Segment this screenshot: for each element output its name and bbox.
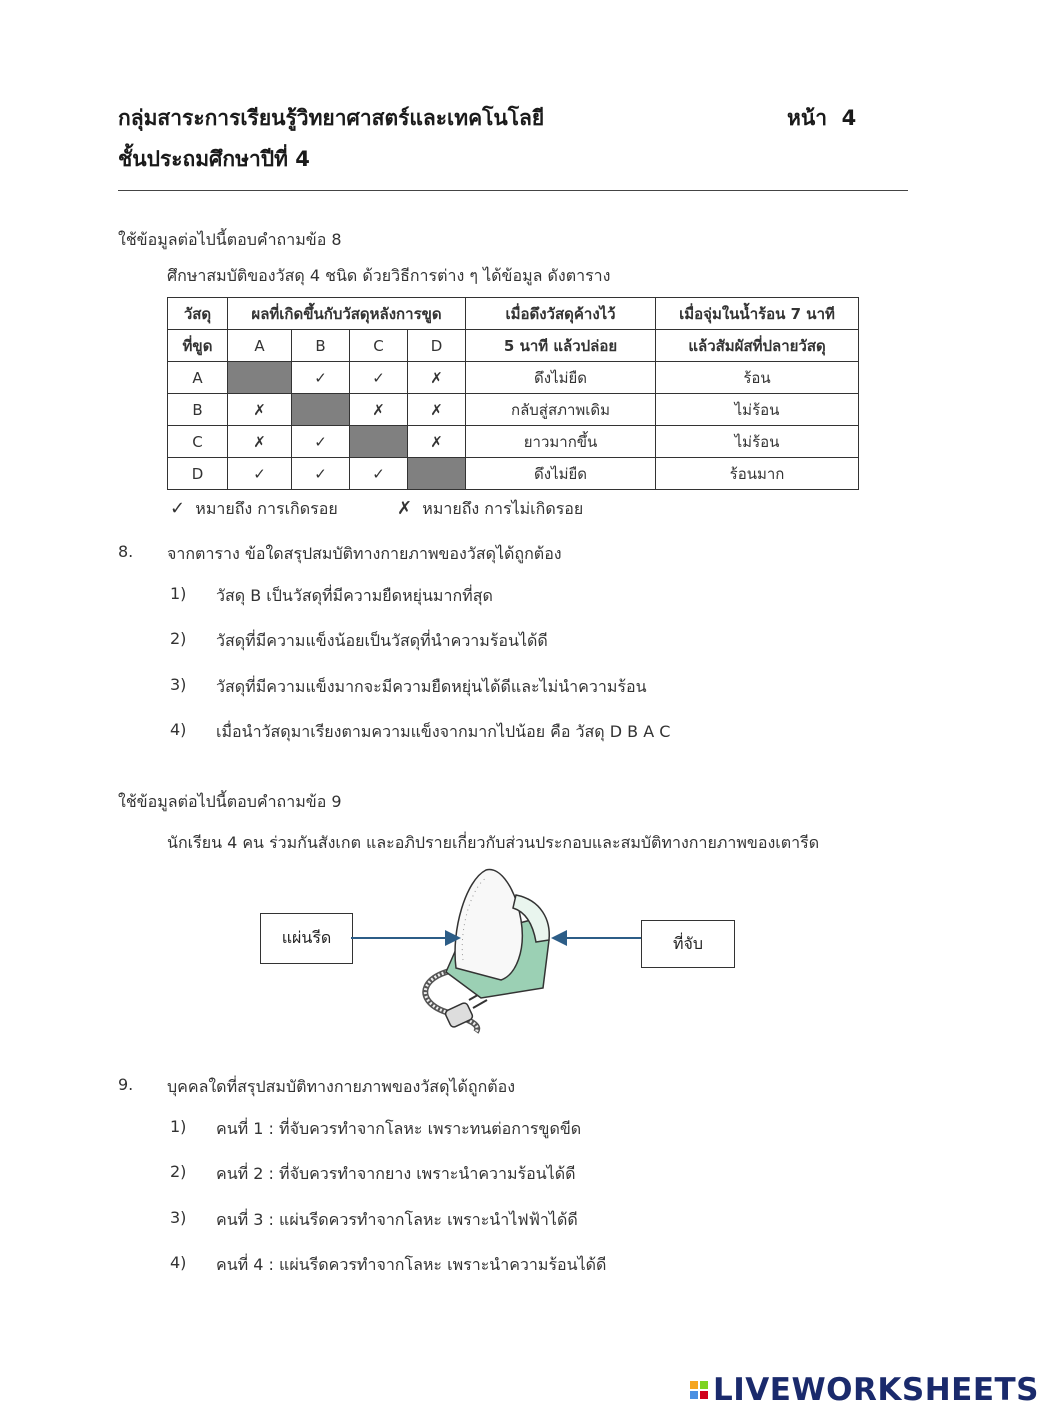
mark-cell: ✓: [228, 458, 292, 490]
mark-cell: ✗: [350, 394, 408, 426]
heat-result: ร้อน: [656, 362, 859, 394]
label-handle: ที่จับ: [641, 920, 735, 968]
heat-result: ร้อนมาก: [656, 458, 859, 490]
header-stretch-1: เมื่อดึงวัสดุค้างไว้: [466, 298, 656, 330]
stretch-result: ดึงไม่ยืด: [466, 458, 656, 490]
mark-cell: ✓: [350, 362, 408, 394]
page-label: [787, 102, 856, 135]
q8-text: จากตาราง ข้อใดสรุปสมบัติทางกายภาพของวัสดุได้ถูกต้อง: [167, 544, 562, 563]
legend-cross: [397, 497, 583, 522]
q8-option-1-num: 1): [170, 584, 187, 603]
q8-number: 8.: [118, 542, 134, 561]
mark-cell: ✗: [408, 426, 466, 458]
stretch-result: กลับสู่สภาพเดิม: [466, 394, 656, 426]
mark-cell: ✓: [292, 458, 350, 490]
row-material: B: [168, 394, 228, 426]
q9-option-3[interactable]: คนที่ 3 : แผ่นรีดควรทำจากโลหะ เพราะนำไฟฟ้าได้ดี: [216, 1210, 578, 1229]
q8-option-1[interactable]: วัสดุ B เป็นวัสดุที่มีความยืดหยุ่นมากที่สุด: [216, 586, 493, 605]
row-material: C: [168, 426, 228, 458]
stretch-result: ยาวมากขึ้น: [466, 426, 656, 458]
mark-cell: ✗: [228, 394, 292, 426]
mark-cell: ✗: [408, 394, 466, 426]
q9-text: บุคคลใดที่สรุปสมบัติทางกายภาพของวัสดุได้ถูกต้อง: [167, 1077, 516, 1096]
section9-intro: ใช้ข้อมูลต่อไปนี้ตอบคำถามข้อ 9: [118, 792, 342, 811]
subheader-b: B: [292, 330, 350, 362]
heat-result: ไม่ร้อน: [656, 394, 859, 426]
mark-cell: ✗: [228, 426, 292, 458]
liveworksheets-logo[interactable]: [690, 1372, 1039, 1408]
section9-description: นักเรียน 4 คน ร่วมกันสังเกต และอภิปรายเกี่ยวกับส่วนประกอบและสมบัติทางกายภาพของเตารีด: [167, 833, 820, 852]
mark-cell-shaded: [408, 458, 466, 490]
mark-cell-shaded: [292, 394, 350, 426]
q9-number: 9.: [118, 1075, 134, 1094]
mark-cell-shaded: [350, 426, 408, 458]
section8-intro: ใช้ข้อมูลต่อไปนี้ตอบคำถามข้อ 8: [118, 230, 342, 249]
check-icon: ✓: [170, 498, 186, 519]
stretch-result: ดึงไม่ยืด: [466, 362, 656, 394]
legend-check-text: หมายถึง การเกิดรอย: [195, 499, 338, 518]
q8-option-2[interactable]: วัสดุที่มีความแข็งน้อยเป็นวัสดุที่นำความร้อนได้ดี: [216, 631, 548, 650]
subject-title: กลุ่มสาระการเรียนรู้วิทยาศาสตร์และเทคโนโลยี: [118, 106, 545, 130]
header-heat-1: เมื่อจุ่มในน้ำร้อน 7 นาที: [656, 298, 859, 330]
header-scratch: ผลที่เกิดขึ้นกับวัสดุหลังการขูด: [228, 298, 466, 330]
mark-cell: ✓: [292, 426, 350, 458]
q8-option-4-num: 4): [170, 720, 187, 739]
mark-cell: ✓: [292, 362, 350, 394]
q8-option-3[interactable]: วัสดุที่มีความแข็งมากจะมีความยืดหยุ่นได้ดีและไม่นำความร้อน: [216, 677, 647, 696]
page-label-text: หน้า: [787, 106, 827, 130]
legend-check: [170, 497, 338, 522]
cross-icon: ✗: [397, 498, 413, 519]
header-stretch-2: 5 นาที แล้วปล่อย: [466, 330, 656, 362]
soleplate-icon: [455, 870, 522, 980]
q9-option-1-num: 1): [170, 1117, 187, 1136]
section8-description: ศึกษาสมบัติของวัสดุ 4 ชนิด ด้วยวิธีการต่าง ๆ ได้ข้อมูล ดังตาราง: [167, 266, 611, 285]
mark-cell-shaded: [228, 362, 292, 394]
q9-option-4[interactable]: คนที่ 4 : แผ่นรีดควรทำจากโลหะ เพราะนำความร้อนได้ดี: [216, 1255, 607, 1274]
header-material-1: วัสดุ: [168, 298, 228, 330]
mark-cell: ✓: [350, 458, 408, 490]
table-row: [168, 458, 859, 490]
q8-option-4[interactable]: เมื่อนำวัสดุมาเรียงตามความแข็งจากมากไปน้อย คือ วัสดุ D B A C: [216, 722, 671, 741]
subheader-c: C: [350, 330, 408, 362]
properties-table: [167, 297, 859, 490]
legend-cross-text: หมายถึง การไม่เกิดรอย: [422, 499, 584, 518]
q9-option-3-num: 3): [170, 1208, 187, 1227]
header-heat-2: แล้วสัมผัสที่ปลายวัสดุ: [656, 330, 859, 362]
brand-text: LIVEWORKSHEETS: [713, 1372, 1039, 1408]
q8-option-2-num: 2): [170, 629, 187, 648]
table-row: [168, 362, 859, 394]
label-soleplate: แผ่นรีด: [260, 913, 353, 964]
row-material: D: [168, 458, 228, 490]
subheader-a: A: [228, 330, 292, 362]
header-divider: [118, 190, 908, 191]
q9-option-2[interactable]: คนที่ 2 : ที่จับควรทำจากยาง เพราะนำความร้อนได้ดี: [216, 1164, 576, 1183]
mark-cell: ✗: [408, 362, 466, 394]
subheader-d: D: [408, 330, 466, 362]
table-row: [168, 426, 859, 458]
row-material: A: [168, 362, 228, 394]
page-number: 4: [841, 106, 857, 130]
logo-mark-icon: [690, 1381, 708, 1399]
iron-illustration: [351, 860, 643, 1040]
q9-option-2-num: 2): [170, 1162, 187, 1181]
grade-title: ชั้นประถมศึกษาปีที่ 4: [118, 147, 310, 171]
q9-option-1[interactable]: คนที่ 1 : ที่จับควรทำจากโลหะ เพราะทนต่อการขูดขีด: [216, 1119, 582, 1138]
heat-result: ไม่ร้อน: [656, 426, 859, 458]
table-row: [168, 394, 859, 426]
q8-option-3-num: 3): [170, 675, 187, 694]
header-material-2: ที่ขูด: [168, 330, 228, 362]
q9-option-4-num: 4): [170, 1253, 187, 1272]
